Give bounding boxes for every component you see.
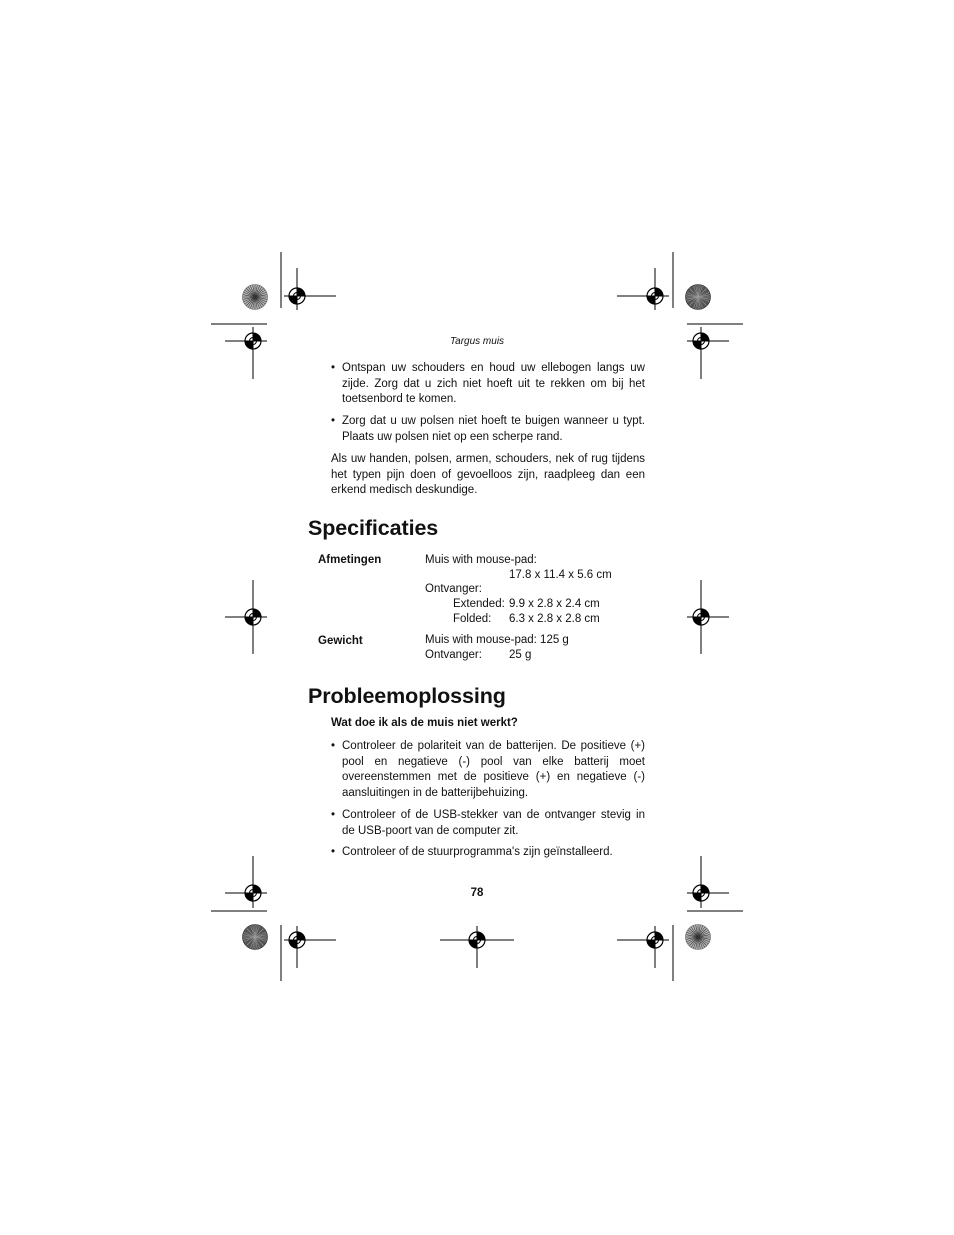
bullet-icon: • [331, 362, 336, 374]
weight-label: Gewicht [318, 635, 363, 647]
folded-label: Folded: [453, 613, 492, 625]
list-item: • Controleer of de USB-stekker van de ontvanger stevig in de USB-poort van de computer zit. [331, 809, 645, 837]
bullet-icon: • [331, 809, 336, 821]
extended-value: 9.9 x 2.8 x 2.4 cm [509, 598, 600, 610]
page-number: 78 [470, 887, 484, 899]
intro-paragraph: Als uw handen, polsen, armen, schouders, nek of rug tijdens het typen pijn doen of gevoelloos zijn, raadpleeg dan een erkend medisch deskundige. [331, 453, 645, 496]
bullet-icon: • [331, 415, 336, 427]
list-item: • Controleer de polariteit van de batterijen. De positieve (+) pool en negatieve (-) pool van elke batterij moet overeenstemmen met de positieve (+) en negatieve (-) aansluitingen in de batterijbehuizing. [331, 740, 645, 799]
troubleshooting-heading: Probleemoplossing [308, 684, 506, 708]
troubleshooting-question: Wat doe ik als de muis niet werkt? [331, 717, 518, 729]
extended-label: Extended: [453, 598, 505, 610]
weight-mouse: Muis with mouse-pad: 125 g [425, 634, 569, 646]
dimensions-label: Afmetingen [318, 554, 382, 566]
mouse-value: 17.8 x 11.4 x 5.6 cm [509, 569, 612, 581]
mouse-label: Muis with mouse-pad: [425, 554, 537, 566]
specs-heading: Specificaties [308, 516, 439, 540]
list-item: • Ontspan uw schouders en houd uw ellebogen langs uw zijde. Zorg dat u zich niet hoeft uit te rekken om bij het toetsenbord te komen. [331, 362, 645, 405]
receiver-label: Ontvanger: [425, 583, 482, 595]
bullet-icon: • [331, 846, 336, 858]
running-head: Targus muis [449, 336, 505, 347]
weight-receiver-value: 25 g [509, 649, 532, 661]
list-item: • Zorg dat u uw polsen niet hoeft te buigen wanneer u typt. Plaats uw polsen niet op een scherpe rand. [331, 415, 645, 443]
folded-value: 6.3 x 2.8 x 2.8 cm [509, 613, 600, 625]
list-item: • Controleer of de stuurprogramma's zijn geïnstalleerd. [331, 845, 645, 861]
bullet-icon: • [331, 740, 336, 752]
weight-receiver-label: Ontvanger: [425, 649, 482, 661]
